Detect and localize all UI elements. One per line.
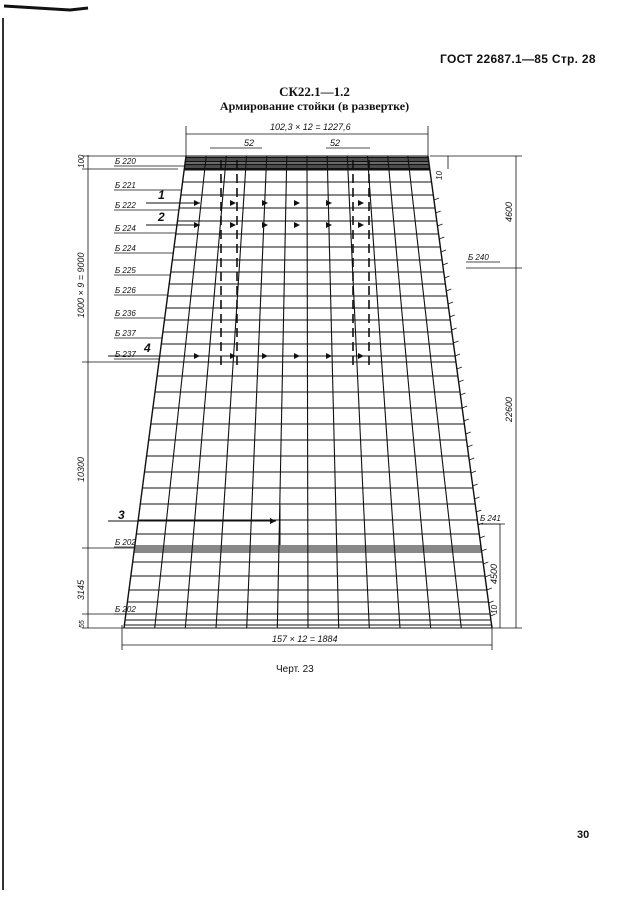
left-bar-label: Б 236 bbox=[115, 309, 136, 318]
bottom-width-dimension bbox=[122, 625, 492, 650]
arrow-head bbox=[230, 200, 236, 206]
vertical-rebar bbox=[307, 156, 308, 628]
right-bar-label: Б 241 bbox=[480, 514, 501, 523]
upper-spacing-label: 1000 × 9 = 9000 bbox=[76, 252, 86, 318]
edge-tick bbox=[468, 445, 473, 447]
edge-tick bbox=[489, 601, 494, 603]
edge-tick bbox=[445, 276, 450, 278]
arrow-head bbox=[326, 200, 332, 206]
edge-tick bbox=[475, 497, 480, 499]
edge-tick bbox=[487, 588, 492, 590]
edge-tick bbox=[483, 562, 488, 564]
left-bar-label: Б 224 bbox=[115, 224, 136, 233]
edge-tick bbox=[469, 458, 474, 460]
left-bar-label: Б 222 bbox=[115, 201, 136, 210]
bottom-offset-label: 55 bbox=[79, 620, 86, 628]
arrow-head bbox=[262, 222, 268, 228]
edge-tick bbox=[455, 354, 460, 356]
top-edge-label: 10 bbox=[435, 171, 444, 180]
spacing-left-label: 52 bbox=[244, 138, 255, 148]
arrow-head bbox=[194, 353, 200, 359]
arrow-head bbox=[326, 353, 332, 359]
page-number: 30 bbox=[577, 829, 590, 841]
edge-tick bbox=[452, 328, 457, 330]
edge-tick bbox=[446, 289, 451, 291]
edge-tick bbox=[436, 211, 441, 213]
spacing-right-label: 52 bbox=[330, 138, 341, 148]
left-bar-label: Б 237 bbox=[115, 350, 136, 359]
lower-length-label: 3145 bbox=[76, 579, 86, 600]
mesh-grid bbox=[124, 156, 492, 628]
arrow-head bbox=[230, 222, 236, 228]
edge-tick bbox=[473, 484, 478, 486]
edge-tick bbox=[450, 315, 455, 317]
edge-tick bbox=[448, 302, 453, 304]
drawing-code: СК22.1—1.2 bbox=[279, 84, 350, 99]
left-bar-label: Б 202 bbox=[115, 538, 136, 547]
edge-tick bbox=[464, 419, 469, 421]
arrow-head bbox=[294, 222, 300, 228]
bottom-edge-label: 10 bbox=[490, 605, 499, 614]
edge-tick bbox=[460, 393, 465, 395]
edge-tick bbox=[459, 380, 464, 382]
arrow-head bbox=[262, 353, 268, 359]
left-bar-label: Б 226 bbox=[115, 286, 136, 295]
edge-tick bbox=[476, 510, 481, 512]
arrow-head bbox=[294, 353, 300, 359]
edge-tick bbox=[441, 250, 446, 252]
arrow-head bbox=[294, 200, 300, 206]
edge-tick bbox=[439, 237, 444, 239]
left-bar-label: Б 202 bbox=[115, 605, 136, 614]
marker-label: 3 bbox=[118, 508, 125, 522]
top-width-label: 102,3 × 12 = 1227,6 bbox=[270, 122, 351, 132]
left-bar-label: Б 221 bbox=[115, 181, 136, 190]
left-bar-label: Б 225 bbox=[115, 266, 136, 275]
edge-tick bbox=[462, 406, 467, 408]
edge-tick bbox=[482, 549, 487, 551]
edge-tick bbox=[443, 263, 448, 265]
middle-length-label: 10300 bbox=[76, 456, 86, 482]
drawing-title: Армирование стойки (в развертке) bbox=[219, 99, 410, 113]
left-bar-label: Б 237 bbox=[115, 329, 136, 338]
edge-tick bbox=[480, 536, 485, 538]
top-width-dimension bbox=[186, 122, 428, 156]
edge-tick bbox=[471, 471, 476, 473]
edge-tick bbox=[457, 367, 462, 369]
arrow-head bbox=[194, 200, 200, 206]
arrow-head bbox=[358, 353, 364, 359]
marker-label: 4 bbox=[144, 341, 151, 355]
left-bar-label: Б 224 bbox=[115, 244, 136, 253]
marker-label: 1 bbox=[158, 188, 165, 202]
figure-caption: Черт. 23 bbox=[276, 664, 314, 675]
left-bar-label: Б 220 bbox=[115, 157, 136, 166]
edge-tick bbox=[434, 198, 439, 200]
arrow-head bbox=[358, 200, 364, 206]
standard-header: ГОСТ 22687.1—85 Стр. 28 bbox=[440, 52, 596, 66]
arrow-head bbox=[358, 222, 364, 228]
dashed-bars bbox=[221, 160, 369, 368]
right-bar-label: Б 240 bbox=[468, 253, 489, 262]
right-lower-label: 4500 bbox=[489, 563, 499, 584]
top-offset-label: 100 bbox=[77, 154, 86, 168]
marker-label: 2 bbox=[158, 210, 165, 224]
right-upper-label: 4600 bbox=[504, 201, 514, 222]
right-total-label: 22600 bbox=[504, 396, 514, 422]
scan-mark-top bbox=[4, 6, 88, 10]
arrow-head bbox=[270, 518, 276, 524]
marker-callouts bbox=[108, 203, 280, 545]
bottom-width-label: 157 × 12 = 1884 bbox=[272, 634, 338, 644]
edge-tick bbox=[438, 224, 443, 226]
edge-tick bbox=[466, 432, 471, 434]
edge-tick bbox=[453, 341, 458, 343]
